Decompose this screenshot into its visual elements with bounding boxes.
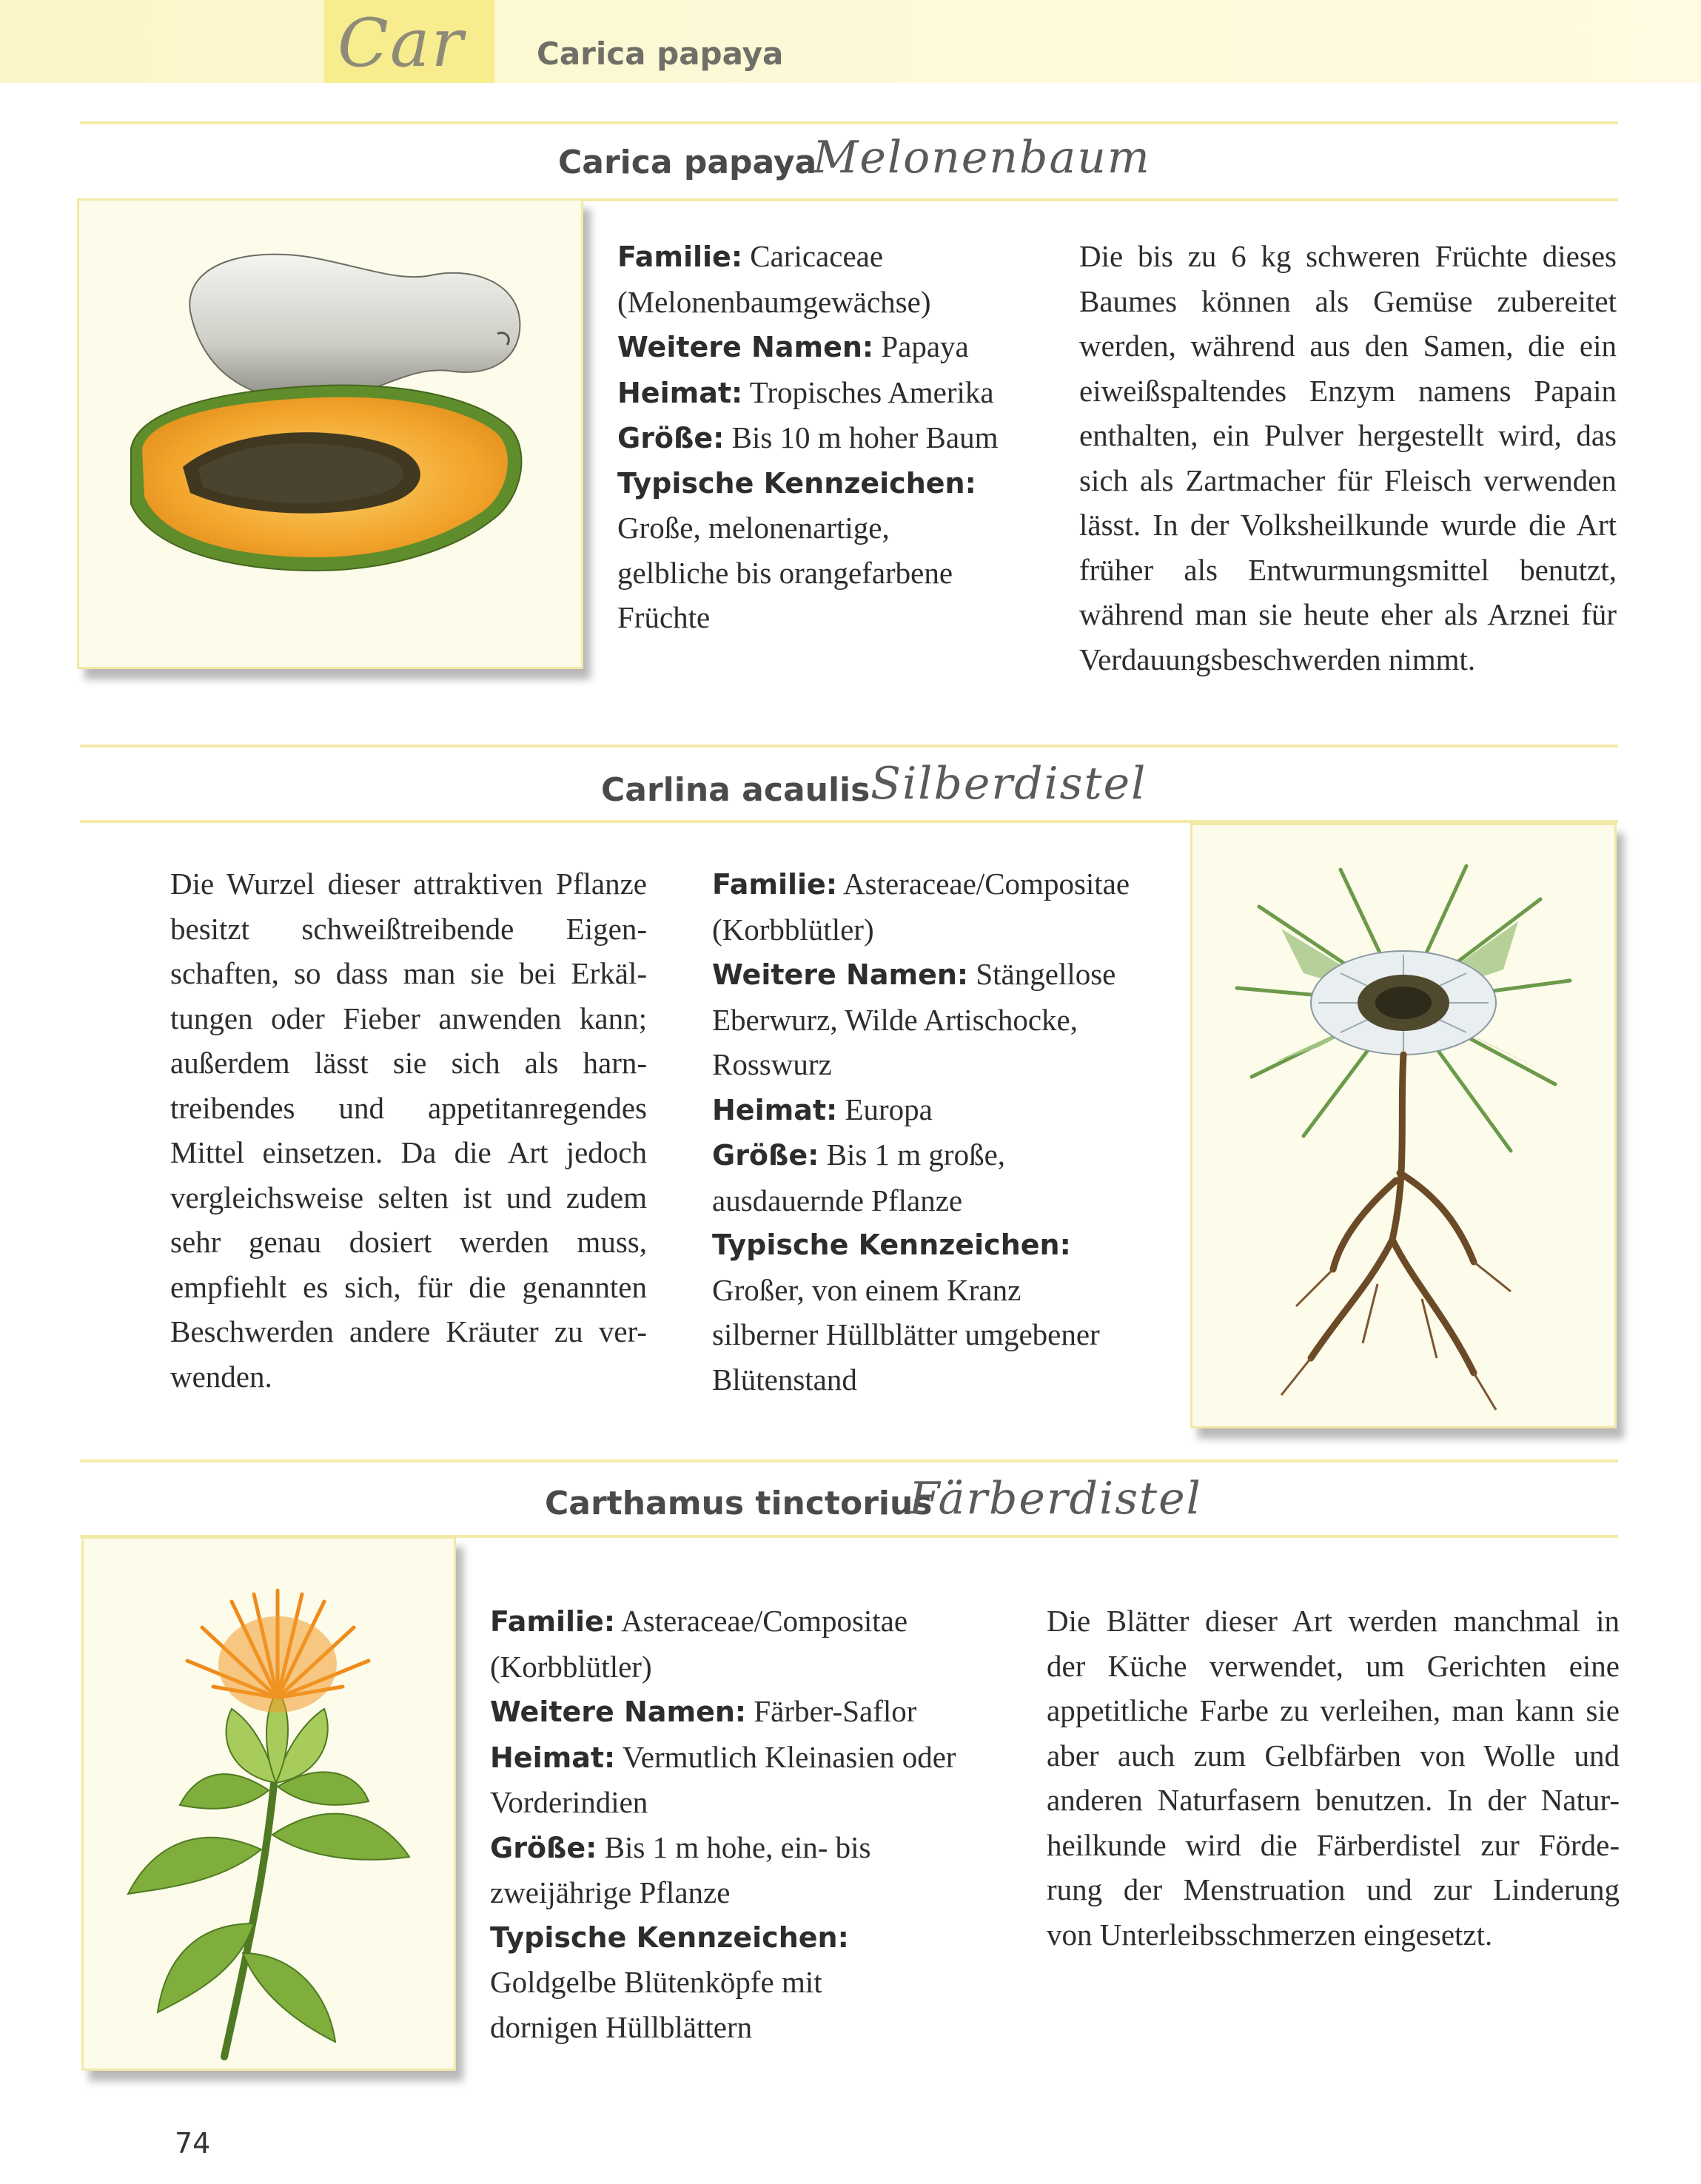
divider-rule	[80, 745, 1618, 747]
divider-rule	[80, 1459, 1618, 1462]
fact-familie	[617, 234, 1032, 280]
fact-value: Tropisches Amerika	[749, 374, 994, 409]
fact-value: gelbliche bis orangefarbene	[617, 555, 953, 590]
fact-label: Heimat:	[490, 1741, 616, 1774]
description-line: Verdauungsbeschwerden nimmt.	[1079, 642, 1476, 676]
description-column	[170, 861, 647, 1399]
faerberdistel-illustration	[81, 1536, 456, 2071]
fact-label: Familie:	[490, 1605, 616, 1638]
fact-value: Eberwurz, Wilde Artischocke,	[712, 1002, 1078, 1037]
fact-value: (Korbblütler)	[490, 1649, 652, 1684]
fact-value: ausdauernde Pflanze	[712, 1183, 963, 1217]
fact-value: Papaya	[881, 329, 969, 363]
fact-label: Weitere Namen:	[617, 331, 874, 363]
fact-value: Bis 1 m hohe, ein- bis	[604, 1829, 871, 1864]
description-line: lässt. In der Volksheilkunde wurde die Art	[1079, 508, 1617, 542]
facts-column	[490, 1599, 1008, 2049]
fact-value: dornigen Hüllblättern	[490, 2009, 753, 2044]
fact-label: Größe:	[712, 1139, 819, 1172]
fact-label: Typische Kennzeichen:	[490, 1921, 849, 1954]
fact-value: Rosswurz	[712, 1047, 832, 1081]
fact-label: Typische Kennzeichen:	[712, 1229, 1071, 1261]
papaya-illustration	[77, 198, 583, 669]
fact-label: Größe:	[490, 1831, 597, 1864]
entry-title-latin: Carlina acaulis	[601, 771, 870, 809]
description-line: sehr genau dosiert werden muss,	[170, 1225, 647, 1259]
description-column	[1047, 1599, 1620, 1957]
description-line: außerdem lässt sie sich als harn-	[170, 1046, 647, 1080]
fact-groesse	[712, 1132, 1186, 1178]
fact-label: Weitere Namen:	[490, 1696, 747, 1728]
facts-column	[712, 861, 1186, 1402]
fact-value: Europa	[845, 1092, 933, 1126]
fact-value: Asteraceae/Compositae	[843, 867, 1130, 901]
fact-value: Großer, von einem Kranz	[712, 1272, 1021, 1307]
silberdistel-drawing	[1192, 825, 1614, 1426]
description-line: Mittel einsetzen. Da die Art jedoch	[170, 1135, 647, 1169]
silberdistel-illustration	[1190, 823, 1617, 1428]
fact-label: Familie:	[617, 241, 743, 273]
description-line: Die Blätter dieser Art werden manchmal in	[1047, 1604, 1620, 1638]
fact-value: Caricaceae	[750, 239, 884, 273]
fact-familie	[712, 861, 1186, 907]
entry-title-common: Melonenbaum	[813, 132, 1151, 184]
entry-title-latin: Carthamus tinctorius	[545, 1485, 933, 1522]
facts-column	[617, 234, 1032, 640]
fact-value: zweijährige Pflanze	[490, 1875, 731, 1909]
fact-heimat	[712, 1087, 1186, 1133]
entry-title-common: Färberdistel	[909, 1473, 1202, 1525]
header-title: Carica papaya	[537, 36, 784, 72]
description-line: Die bis zu 6 kg schweren Früchte dieses	[1079, 239, 1617, 273]
fact-value: (Korbblütler)	[712, 912, 874, 947]
fact-heimat	[490, 1735, 1008, 1781]
description-line: rung der Menstruation und zur Linderung	[1047, 1872, 1620, 1906]
description-column	[1079, 234, 1617, 682]
faerberdistel-drawing	[84, 1539, 454, 2069]
fact-groesse	[490, 1825, 1008, 1871]
description-line: wenden.	[170, 1359, 272, 1394]
fact-label: Heimat:	[712, 1093, 838, 1126]
fact-value: Vorderindien	[490, 1785, 648, 1819]
description-line: Beschwerden andere Kräuter zu ver-	[170, 1314, 647, 1348]
section-tab-label: Car	[338, 4, 465, 82]
fact-value: Blütenstand	[712, 1362, 857, 1397]
fact-value: Asteraceae/Compositae	[621, 1604, 908, 1638]
section-tab	[324, 0, 494, 83]
description-line: appetitliche Farbe zu verleihen, man kann sie	[1047, 1693, 1620, 1727]
fact-value: Goldgelbe Blütenköpfe mit	[490, 1965, 822, 1999]
fact-groesse	[617, 415, 1032, 461]
fact-value: Große, melonenartige,	[617, 511, 890, 545]
description-line: treibendes und appetitanregendes	[170, 1090, 647, 1125]
fact-label: Heimat:	[617, 376, 743, 409]
header-band	[0, 0, 1701, 83]
fact-label: Weitere Namen:	[712, 958, 969, 991]
fact-familie	[490, 1599, 1008, 1644]
description-line: vergleichsweise selten ist und zudem	[170, 1180, 647, 1214]
fact-label: Größe:	[617, 422, 725, 454]
description-line: Die Wurzel dieser attraktiven Pflanze	[170, 867, 647, 901]
description-line: heilkunde wird die Färberdistel zur Förde-	[1047, 1827, 1620, 1862]
fact-value: Stängellose	[976, 957, 1116, 991]
fact-value: Früchte	[617, 600, 711, 634]
fact-value: Bis 10 m hoher Baum	[731, 420, 999, 454]
description-line: tungen oder Fieber anwenden kann;	[170, 1001, 647, 1035]
fact-label: Familie:	[712, 868, 838, 901]
entry-title-latin: Carica papaya	[558, 144, 817, 181]
fact-value: Vermutlich Kleinasien oder	[622, 1739, 956, 1774]
description-line: Baumes können als Gemüse zubereitet	[1079, 283, 1617, 318]
description-line: während man sie heute eher als Arznei für	[1079, 597, 1617, 631]
fact-weitere-namen	[617, 324, 1032, 370]
description-line: werden, während aus den Samen, die ein	[1079, 329, 1617, 363]
fact-value: (Melonenbaumgewächse)	[617, 284, 931, 319]
fact-weitere-namen	[490, 1689, 1008, 1735]
description-line: empfiehlt es sich, für die genannten	[170, 1269, 647, 1304]
entry-title-common: Silberdistel	[870, 758, 1147, 810]
description-line: früher als Entwurmungsmittel benutzt,	[1079, 552, 1617, 587]
divider-rule	[80, 121, 1618, 124]
description-line: enthalten, ein Pulver hergestellt wird, das	[1079, 418, 1617, 452]
description-line: aber auch zum Gelbfärben von Wolle und	[1047, 1738, 1620, 1773]
description-line: der Küche verwendet, um Gerichten eine	[1047, 1648, 1620, 1683]
description-line: eiweißspaltendes Enzym namens Papain	[1079, 373, 1617, 408]
fact-value: Färber-Saflor	[754, 1694, 917, 1728]
page-number: 74	[175, 2127, 211, 2160]
fact-value: Bis 1 m große,	[826, 1138, 1006, 1172]
fact-label: Typische Kennzeichen:	[617, 466, 976, 500]
fact-weitere-namen	[712, 952, 1186, 998]
description-line: besitzt schweißtreibende Eigen-	[170, 911, 647, 946]
fact-heimat	[617, 370, 1032, 416]
description-line: anderen Naturfasern benutzen. In der Natur-	[1047, 1783, 1620, 1817]
fact-value: silberner Hüllblätter umgebener	[712, 1317, 1100, 1351]
description-line: von Unterleibsschmerzen eingesetzt.	[1047, 1917, 1493, 1952]
description-line: schaften, so dass man sie bei Erkäl-	[170, 956, 647, 990]
description-line: sich als Zartmacher für Fleisch verwenden	[1079, 463, 1617, 497]
papaya-fruit-drawing	[79, 201, 581, 667]
